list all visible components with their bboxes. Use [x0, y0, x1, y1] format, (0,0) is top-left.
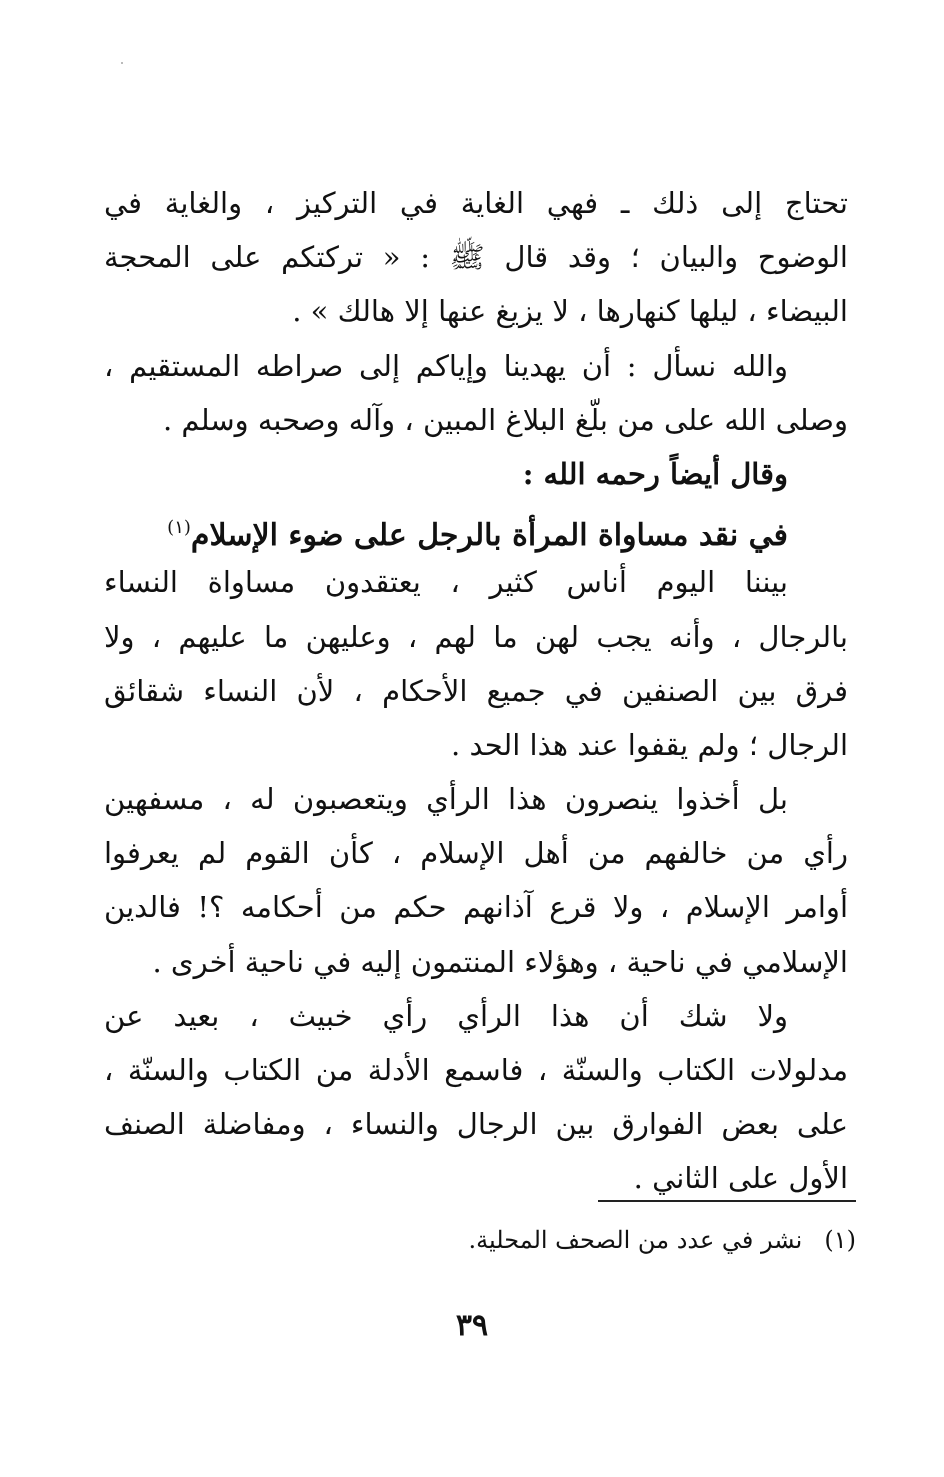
body-line: الأول على الثاني .	[633, 1161, 848, 1196]
body-line: بالرجال ، وأنه يجب لهن ما لهم ، وعليهن ما عليهم ، ولا	[104, 619, 848, 654]
body-text	[104, 176, 848, 1206]
scan-speck	[121, 62, 123, 64]
body-line: وصلى الله على من بلّغ البلاغ المبين ، وآله وصحبه وسلم .	[163, 402, 848, 437]
body-line: فرق بين الصنفين في جميع الأحكام ، لأن النساء شقائق	[104, 673, 848, 708]
body-line: مدلولات الكتاب والسنّة ، فاسمع الأدلة من الكتاب والسنّة ،	[104, 1053, 848, 1087]
body-line: الرجال ؛ ولم يقفوا عند هذا الحد .	[451, 727, 848, 762]
footnote-marker: (١)	[167, 517, 191, 539]
section-heading-text: في نقد مساواة المرأة بالرجل على ضوء الإسلام	[190, 518, 788, 554]
body-line: ولا شك أن هذا الرأي رأي خبيث ، بعيد عن	[104, 998, 788, 1033]
body-line: رأي من خالفهم من أهل الإسلام ، كأن القوم لم يعرفوا	[104, 836, 848, 871]
body-line: تحتاج إلى ذلك ـ فهي الغاية في التركيز ، والغاية في	[104, 186, 848, 220]
section-heading	[104, 501, 848, 555]
body-line: بيننا اليوم أناس كثير ، يعتقدون مساواة النساء	[104, 565, 788, 600]
page-number: ٣٩	[455, 1308, 489, 1343]
body-line: بل أخذوا ينصرون هذا الرأي ويتعصبون له ، مسفهين	[104, 782, 788, 817]
footnote	[469, 1222, 856, 1258]
body-line: على بعض الفوارق بين الرجال والنساء ، ومفاضلة الصنف	[104, 1107, 848, 1142]
footnote-divider	[598, 1200, 856, 1202]
body-line: البيضاء ، ليلها كنهارها ، لا يزيغ عنها إلا هالك » .	[292, 294, 848, 329]
footnote-number: (١)	[824, 1226, 856, 1254]
section-intro: وقال أيضاً رحمه الله :	[522, 456, 788, 491]
body-line: أوامر الإسلام ، ولا قرع آذانهم حكم من أحكامه ؟! فالدين	[104, 890, 848, 925]
body-line: الإسلامي في ناحية ، وهؤلاء المنتمون إليه في ناحية أخرى .	[152, 944, 848, 979]
body-line: الوضوح والبيان ؛ وقد قال ﷺ : « تركتكم على المحجة	[104, 240, 848, 275]
footnote-text: نشر في عدد من الصحف المحلية.	[468, 1226, 803, 1254]
body-line: والله نسأل : أن يهدينا وإياكم إلى صراطه المستقيم ،	[104, 348, 788, 383]
